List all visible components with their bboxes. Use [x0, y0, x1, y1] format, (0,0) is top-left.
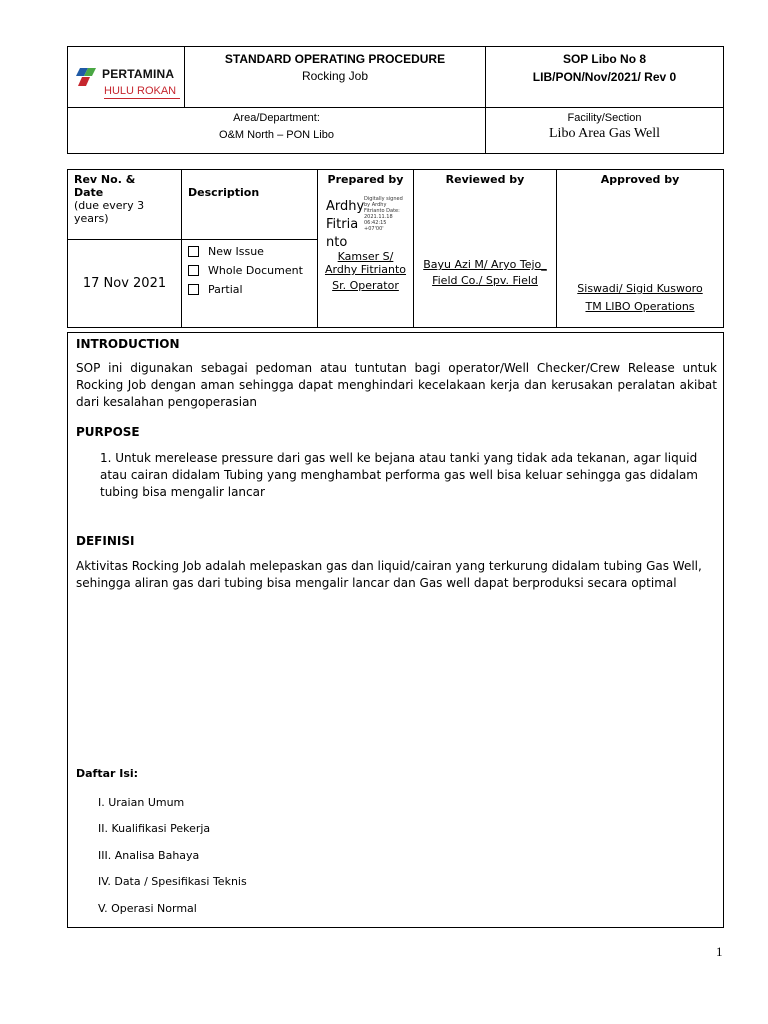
toc-item[interactable]: II. Kualifikasi Pekerja — [98, 822, 211, 835]
option-whole-document[interactable] — [188, 264, 311, 277]
rev-header-cell — [68, 170, 182, 240]
option-new-issue[interactable] — [188, 245, 311, 258]
toc-item[interactable]: I. Uraian Umum — [98, 796, 185, 809]
desc-header-cell — [182, 170, 318, 240]
option-label: Partial — [208, 283, 243, 296]
area-value: O&M North – PON Libo — [219, 129, 334, 141]
title-cell — [185, 47, 486, 108]
purpose-heading: PURPOSE — [76, 425, 140, 439]
checkbox-icon[interactable] — [188, 246, 199, 257]
approved-role: TM LIBO Operations — [585, 300, 695, 313]
logo-subtitle: HULU ROKAN — [104, 85, 177, 97]
approved-col-heading: Approved by — [600, 173, 680, 186]
introduction-heading: INTRODUCTION — [76, 337, 180, 351]
page-number: 1 — [716, 944, 723, 959]
option-label: Whole Document — [208, 264, 303, 277]
signature-meta: Digitally signed by Ardhy Fitrianto Date: 2021.11.18 06:42:15 +07'00' — [364, 196, 403, 232]
checkbox-icon[interactable] — [188, 284, 199, 295]
definisi-text: Aktivitas Rocking Job adalah melepaskan gas dan liquid/cairan yang terkurung didalam tubing Gas Well, sehingga aliran gas dari tubing bisa mengalir lancar dan Gas well dapat berproduksi secara optimal — [76, 559, 702, 590]
rev-date-cell — [68, 240, 182, 328]
area-label: Area/Department: — [233, 112, 320, 124]
reviewed-role: Field Co./ Spv. Field — [432, 274, 538, 287]
facility-label: Facility/Section — [567, 112, 642, 124]
reviewed-name: Bayu Azi M/ Aryo Tejo_ — [423, 258, 547, 271]
prepared-name: Kamser S/ Ardhy Fitrianto — [324, 250, 407, 276]
logo — [68, 47, 185, 108]
toc-item[interactable]: V. Operasi Normal — [98, 902, 197, 915]
definisi-heading: DEFINISI — [76, 534, 135, 548]
area-cell — [68, 108, 486, 154]
header-table — [67, 46, 724, 154]
reviewed-cell — [414, 170, 557, 328]
reviewed-col-heading: Reviewed by — [445, 173, 525, 186]
approved-name: Siswadi/ Sigid Kusworo — [577, 282, 703, 295]
document-subtitle: Rocking Job — [301, 69, 369, 83]
prepared-cell — [318, 170, 414, 328]
desc-col-heading: Description — [188, 185, 260, 199]
option-partial[interactable] — [188, 283, 311, 296]
prepared-role: Sr. Operator — [332, 279, 399, 292]
sop-number: SOP Libo No 8 — [562, 52, 647, 66]
logo-underline — [104, 98, 180, 99]
logo-wordmark: PERTAMINA — [102, 67, 175, 81]
sop-number-cell — [486, 47, 724, 108]
toc-heading: Daftar Isi: — [76, 767, 139, 780]
facility-cell — [486, 108, 724, 154]
content-box — [67, 332, 724, 928]
prepared-col-heading: Prepared by — [327, 173, 404, 186]
rev-col-heading-2: Date — [74, 186, 104, 199]
document-title: STANDARD OPERATING PROCEDURE — [224, 52, 446, 66]
sop-reference: LIB/PON/Nov/2021/ Rev 0 — [532, 70, 677, 84]
pertamina-logo-icon — [74, 67, 98, 87]
signature-name: Ardhy Fitria nto — [326, 199, 365, 250]
introduction-text: SOP ini digunakan sebagai pedoman atau tuntutan bagi operator/Well Checker/Crew Release untuk Rocking Job dengan aman sehingga dapat menghindari kecelakaan kerja dan kerusakan peralatan akibat dari kesalahan pengoperasian — [76, 361, 717, 409]
revision-table — [67, 169, 724, 328]
purpose-item: 1. Untuk merelease pressure dari gas well ke bejana atau tanki yang tidak ada tekanan, agar liquid atau cairan didalam Tubing yang menghambat performa gas well bisa keluar sehingga gas didalam tubing bisa mengalir lancar — [100, 451, 698, 499]
option-label: New Issue — [208, 245, 264, 258]
checkbox-icon[interactable] — [188, 265, 199, 276]
toc-item[interactable]: III. Analisa Bahaya — [98, 849, 200, 862]
digital-signature — [322, 192, 409, 250]
toc-item[interactable]: IV. Data / Spesifikasi Teknis — [98, 875, 247, 888]
facility-value: Libo Area Gas Well — [549, 126, 660, 141]
approved-cell — [557, 170, 724, 328]
rev-col-heading-1: Rev No. & — [74, 173, 136, 186]
desc-options-cell — [182, 240, 318, 328]
rev-col-note: (due every 3 years) — [74, 199, 145, 225]
rev-date: 17 Nov 2021 — [82, 276, 167, 291]
